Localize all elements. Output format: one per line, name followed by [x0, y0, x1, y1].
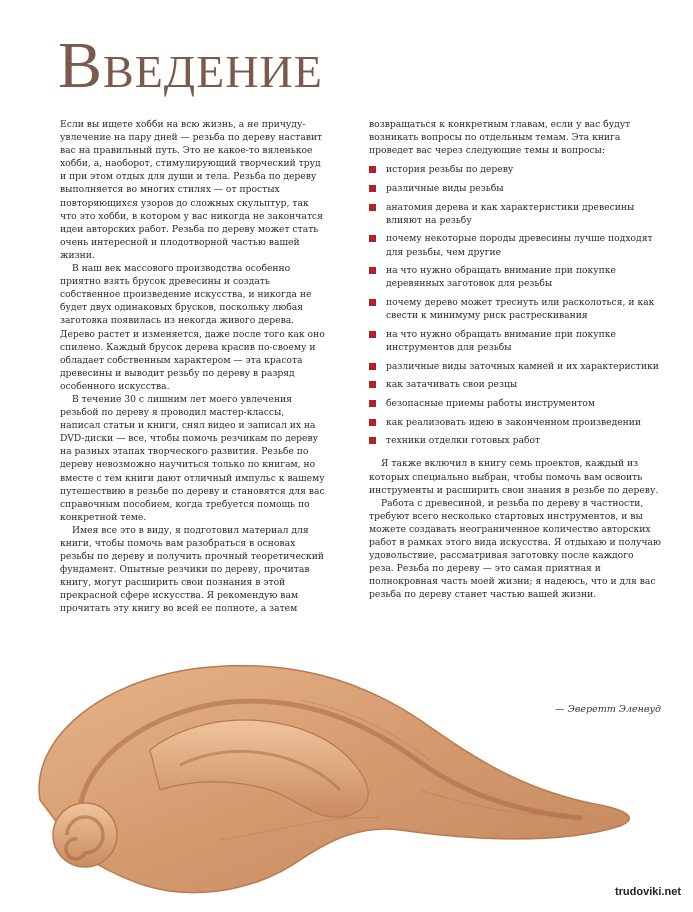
topic-list-item: [369, 201, 661, 227]
bullet-square-icon: [369, 381, 376, 388]
paragraph: Если вы ищете хобби на всю жизнь, а не причуду-увлечение на пару дней — резьба по дереву наставит вас на правильный путь. Это не какое-то вяленькое хобби, а, наоборот, стимулирующий творческий труд и при этом отдых для души и тела. Резьба по дереву выполняется во многих стилях — от простых повторяющихся узоров до сложных скульптур, так что это хобби, в котором у вас никогда не закончатся идеи авторских работ. Резьба по дереву может стать очень интересной и плодотворной частью вашей жизни.: [60, 119, 323, 261]
bullet-square-icon: [369, 299, 376, 306]
topic-list-item: [369, 182, 661, 195]
bullet-square-icon: [369, 185, 376, 192]
carved-wood-scroll-image: [0, 640, 693, 912]
topic-text: на что нужно обращать внимание при покупке инструментов для резьбы: [386, 328, 616, 353]
topic-list-item: [369, 163, 661, 176]
topic-list-item: [369, 378, 661, 391]
topic-list-item: [369, 434, 661, 447]
topic-list-item: [369, 232, 661, 258]
paragraph: Работа с древесиной, и резьба по дереву в частности, требуют всего несколько стартовых инструментов, и вы можете создавать неограниченное количество авторских работ в рамках этого вида искусства. Я отдыхаю и получаю удовольствие, рассматривая заготовку после каждого реза. Резьба по дереву — это самая приятная и полнокровная часть моей жизни; я надеюсь, что и для вас резьба по дереву станет частью вашей жизни.: [369, 497, 661, 601]
bullet-square-icon: [369, 235, 376, 242]
author-signature: — Эверетт Эленвуд: [555, 704, 661, 715]
topic-text: история резьбы по дереву: [386, 164, 514, 176]
topic-text: почему дерево может треснуть или расколоться, и как свести к минимуму риск растрескивания: [386, 297, 655, 322]
topic-list-item: [369, 264, 661, 290]
topic-text: безопасные приемы работы инструментом: [386, 397, 595, 409]
right-column: [369, 118, 661, 601]
bullet-square-icon: [369, 363, 376, 370]
topic-list-item: [369, 416, 661, 429]
paragraph: В наш век массового производства особенно приятно взять брусок древесины и создать собственное произведение искусства, и никогда не будет двух одинаковых брусков, поскольку любая заготовка появилась из некогда живого дерева. Дерево растет и изменяется, даже после того как оно спилено. Каждый брусок дерева красив по-своему и обладает собственным характером — эта красота древесины и выводит резьбу по дереву в разряд особенного искусства.: [60, 263, 325, 392]
paragraph: В течение 30 с лишним лет моего увлечения резьбой по дереву я проводил мастер-классы, написал статьи и книги, снял видео и записал их на DVD-диски — все, чтобы помочь резчикам по дереву на разных этапах творческого развития. Резьбе по дереву невозможно научиться только по книгам, но вместе с тем книги дают отличный импульс к вашему путешествию в резьбе по дереву и становятся для вас справочным пособием, когда требуется помощь по конкретной теме.: [60, 393, 325, 523]
topic-text: техники отделки готовых работ: [386, 435, 541, 447]
bullet-square-icon: [369, 204, 376, 211]
topic-list-item: [369, 328, 661, 354]
left-column: [60, 118, 326, 616]
bullet-square-icon: [369, 437, 376, 444]
topic-list-item: [369, 360, 661, 373]
page-title: Введение: [58, 29, 323, 102]
topic-text: анатомия дерева и как характеристики древесины влияют на резьбу: [386, 201, 635, 226]
paragraph: возвращаться к конкретным главам, если у вас будут возникать вопросы по отдельным темам. Эта книга проведет вас через следующие темы и вопросы:: [369, 119, 631, 157]
topic-text: различные виды резьбы: [386, 182, 504, 194]
topic-text: почему некоторые породы древесины лучше подходят для резьбы, чем другие: [386, 233, 653, 258]
paragraph: Я также включил в книгу семь проектов, каждый из которых специально выбран, чтобы помочь вам освоить инструменты и расширить свои знания в резьбе по дереву.: [369, 458, 659, 496]
paragraph: Имея все это в виду, я подготовил материал для книги, чтобы помочь вам разобраться в основах резьбы по дереву и получить прочный теоретический фундамент. Опытные резчики по дереву, прочитав книгу, могут расширить свои познания в этой прекрасной сфере искусства. Я рекомендую вам прочитать эту книгу во всей ее полноте, а затем: [60, 524, 325, 615]
topic-text: на что нужно обращать внимание при покупке деревянных заготовок для резьбы: [386, 265, 616, 290]
bullet-square-icon: [369, 267, 376, 274]
watermark: trudoviki.net: [614, 886, 681, 898]
topic-text: различные виды заточных камней и их характеристики: [386, 360, 659, 372]
bullet-square-icon: [369, 331, 376, 338]
topic-text: как затачивать свои резцы: [386, 379, 518, 391]
topic-list-item: [369, 397, 661, 410]
bullet-square-icon: [369, 166, 376, 173]
bullet-square-icon: [369, 419, 376, 426]
bullet-square-icon: [369, 400, 376, 407]
topic-list-item: [369, 296, 661, 322]
topics-list: [369, 163, 661, 447]
topic-text: как реализовать идею в законченном произведении: [386, 416, 642, 428]
